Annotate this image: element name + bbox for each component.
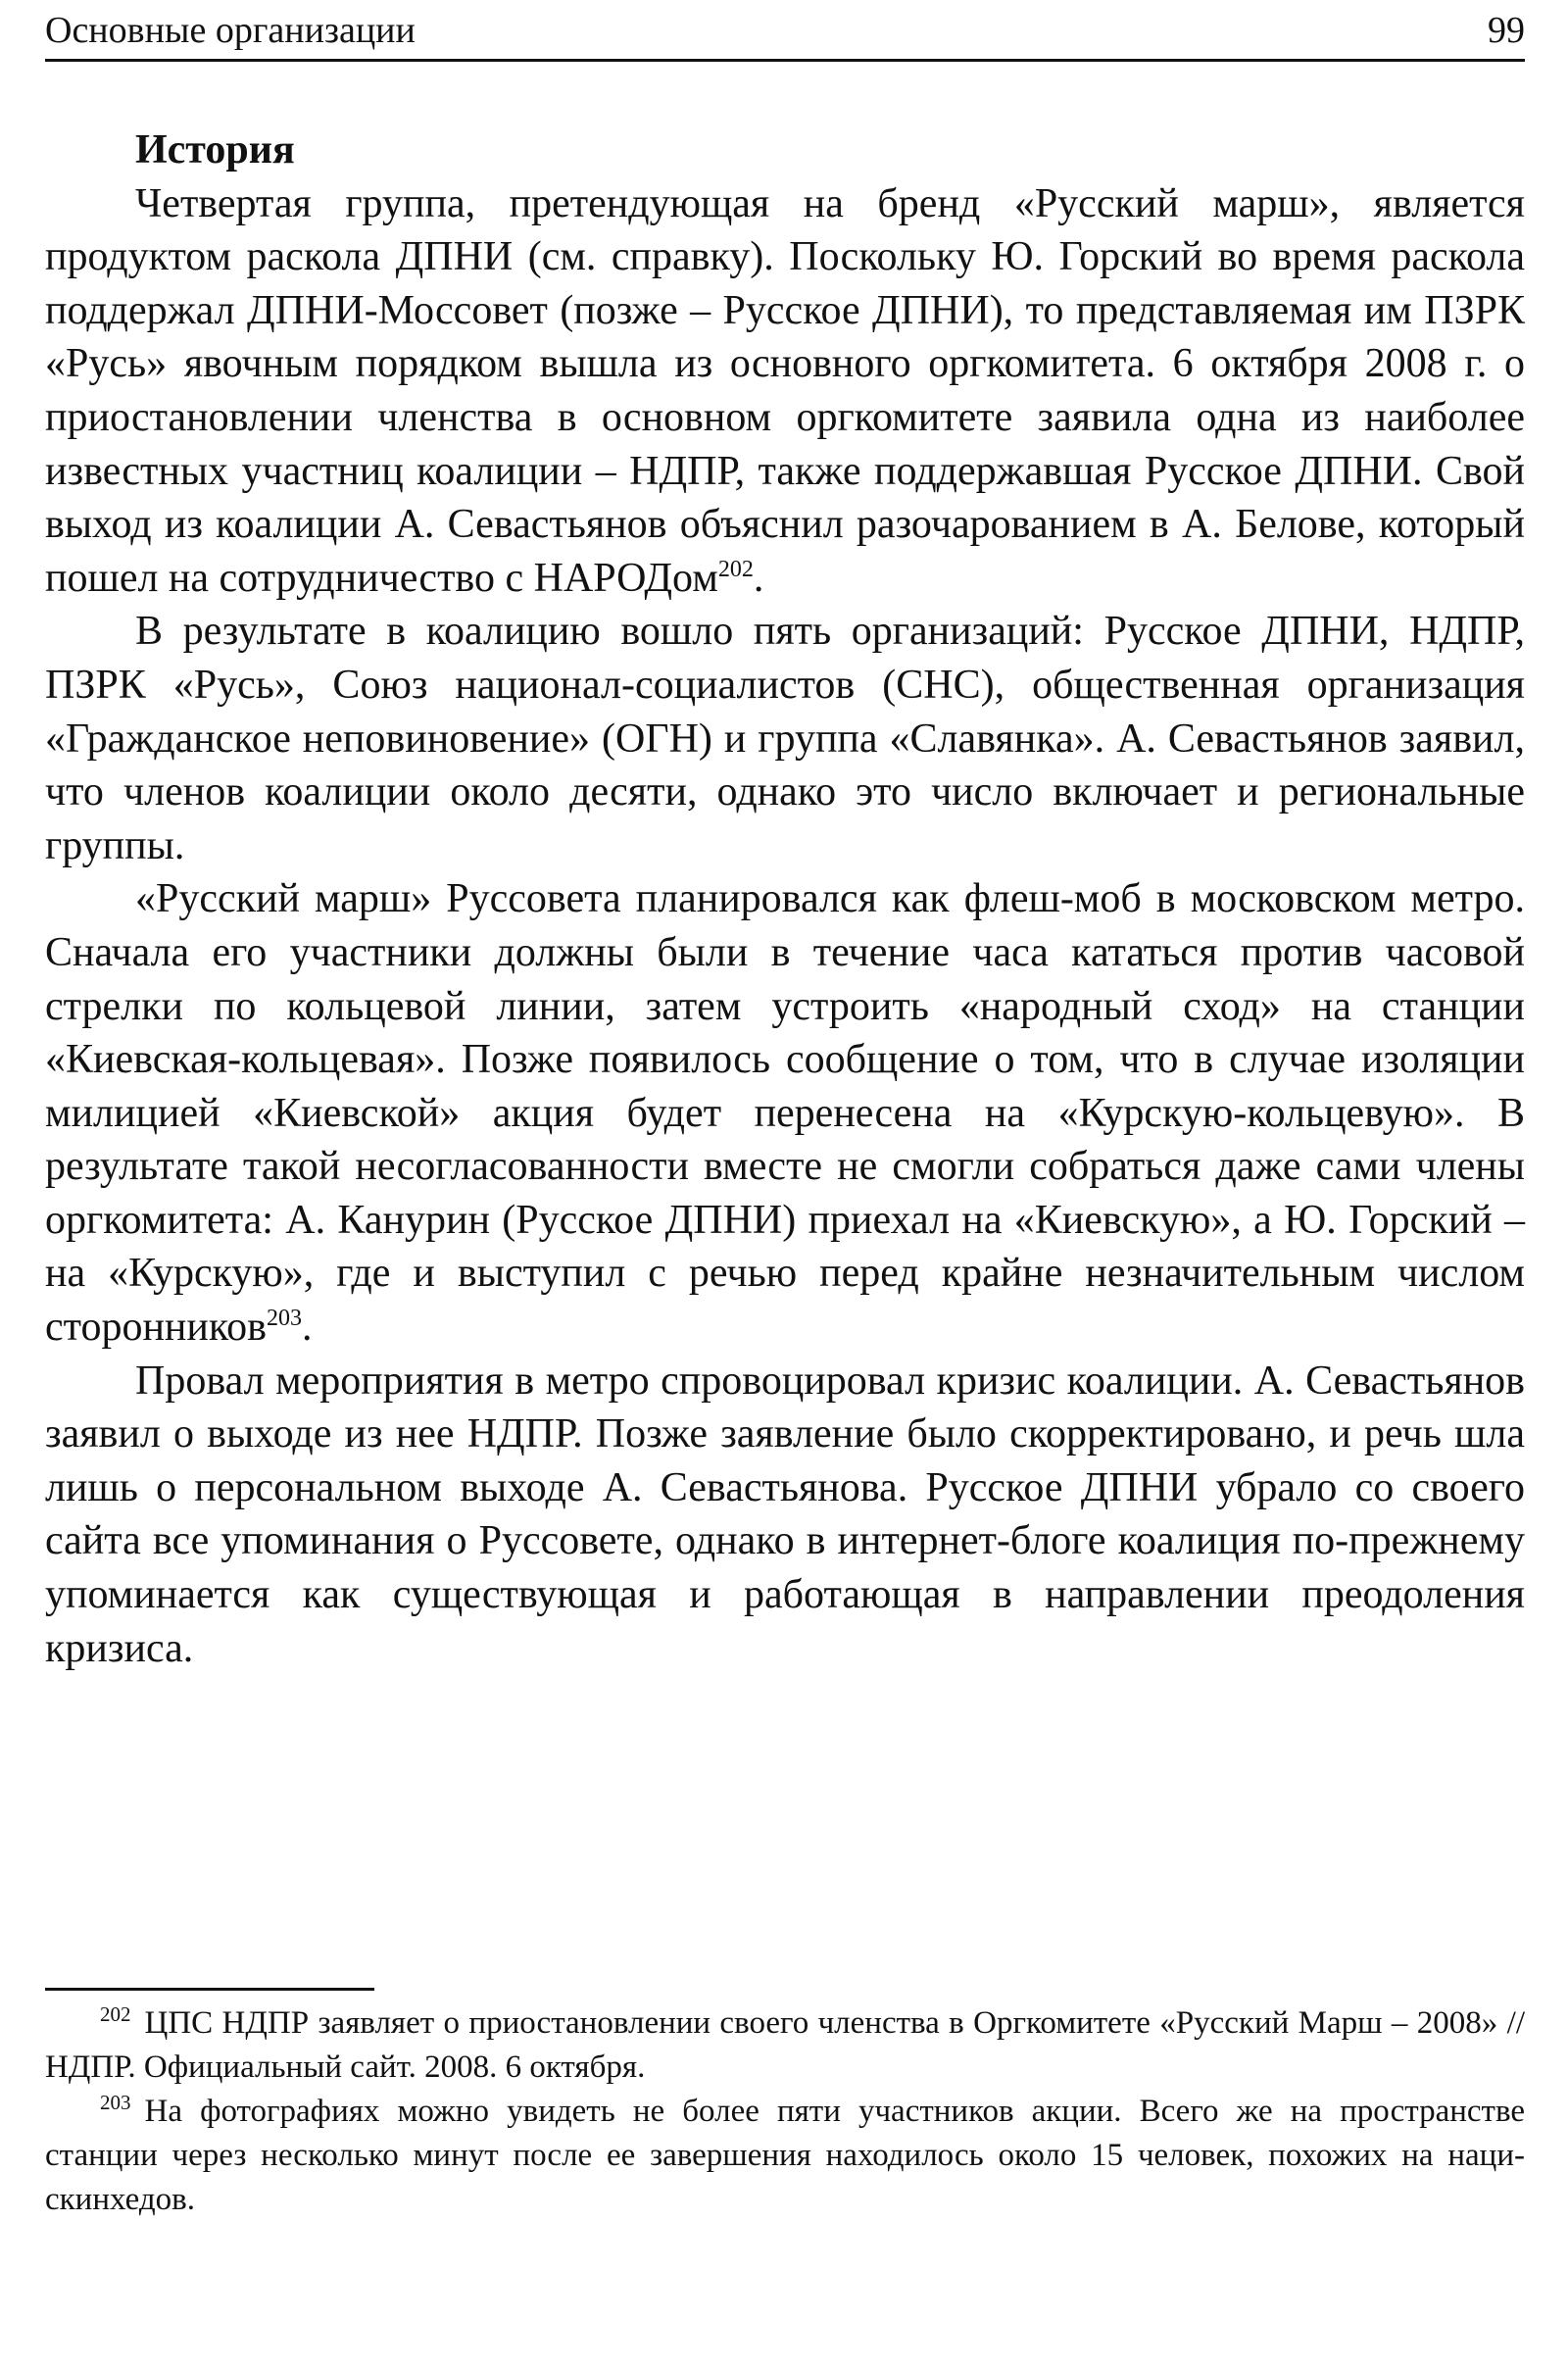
- paragraph-tail: .: [753, 555, 764, 601]
- footnote: [45, 2001, 1525, 2090]
- footnote: [45, 2090, 1525, 2222]
- section-heading: История: [135, 127, 295, 173]
- footnote-separator: [45, 1988, 374, 1991]
- paragraph-text: «Русский марш» Руссовета планировался как флеш-моб в московском метро. Сначала его участники должны были в течение часа кататься против часовой стрелки по кольцевой линии, затем устроить «народный сход» на станции «Киевская-кольцевая». Позже появилось сообщение о том, что в случае изоляции милицией «Киевской» акция будет перенесена на «Курскую-кольцевую». В результате такой несогласованности вместе не смогли собраться даже сами члены оргкомитета: А. Канурин (Русское ДПНИ) приехал на «Киевскую», а Ю. Горский – на «Курскую», где и выступил с речью перед крайне незначительным числом сторонников: [45, 876, 1525, 1351]
- paragraph: [45, 1355, 1525, 1676]
- running-header: [45, 6, 1525, 62]
- running-header-title: Основные организации: [45, 10, 416, 51]
- paragraph-text: Четвертая группа, претендующая на бренд «Русский марш», является продуктом раскола ДПНИ (см. справку). Поскольку Ю. Горский во время раскола поддержал ДПНИ-Моссовет (позже – Русское ДПНИ), то представляемая им ПЗРК «Русь» явочным порядком вышла из основного оргкомитета. 6 октября 2008 г. о приостановлении членства в основном оргкомитете заявила одна из наиболее известных участниц коалиции – НДПР, также поддержавшая Русское ДПНИ. Свой выход из коалиции А. Севастьянов объяснил разочарованием в А. Белове, который пошел на сотрудничество с НАРОДом: [45, 180, 1525, 601]
- paragraph-text: Провал мероприятия в метро спровоцировал кризис коалиции. А. Севастьянов заявил о выходе из нее НДПР. Позже заявление было скорректировано, и речь шла лишь о персональном выходе А. Севастьянова. Русское ДПНИ убрало со своего сайта все упоминания о Руссовете, однако в интернет-блоге коалиция по-прежнему упоминается как существующая и работающая в направлении преодоления кризиса.: [45, 1358, 1525, 1671]
- page-number: 99: [1488, 10, 1525, 51]
- paragraph-text: В результате в коалицию вошло пять организаций: Русское ДПНИ, НДПР, ПЗРК «Русь», Союз национал-социалистов (СНС), общественная организация «Гражданское неповиновение» (ОГН) и группа «Славянка». А. Севастьянов заявил, что членов коалиции около десяти, однако это число включает и региональные группы.: [45, 609, 1525, 868]
- book-page: [45, 0, 1525, 2370]
- paragraph: [45, 872, 1525, 1354]
- footnote-text: ЦПС НДПР заявляет о приостановлении своего членства в Оргкомитете «Русский Марш – 2008» // НДПР. Официальный сайт. 2008. 6 октября.: [45, 2005, 1525, 2085]
- paragraph: [45, 177, 1525, 606]
- footnote-number: 202: [100, 2002, 131, 2026]
- footnotes: [45, 2001, 1525, 2222]
- footnote-number: 203: [100, 2091, 131, 2114]
- footnote-text: На фотографиях можно увидеть не более пяти участников акции. Всего же на пространстве станции через несколько минут после ее завершения находилось около 15 человек, похожих на наци-скинхедов.: [45, 2094, 1525, 2217]
- main-text: [45, 123, 1525, 1675]
- paragraph: [45, 605, 1525, 872]
- paragraph-tail: .: [301, 1305, 313, 1351]
- footnote-ref: 202: [717, 556, 754, 582]
- footnote-ref: 203: [266, 1306, 302, 1332]
